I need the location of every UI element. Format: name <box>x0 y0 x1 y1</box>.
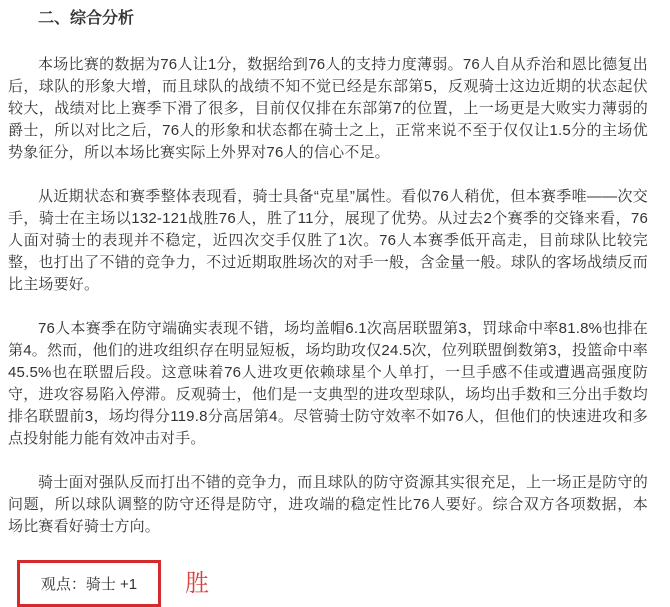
section-title: 二、综合分析 <box>38 10 135 27</box>
verdict-label: 观点：骑士 +1 <box>40 576 138 593</box>
verdict-box <box>17 560 161 607</box>
paragraph-stats-comparison: 76人本赛季在防守端确实表现不错，场均盖帽6.1次高居联盟第3，罚球命中率81.8%也排在第4。然而，他们的进攻组织存在明显短板，场均助攻仅24.5次，位列联盟倒数第3，投篮命中率45.5%也在联盟后段。这意味着76人进攻更依赖球星个人单打，一旦手感不佳或遭遇高强度防守，进攻容易陷入停滞。反观骑士，他们是一支典型的进攻型球队，场均出手数和三分出手数均排名联盟前3，场均得分119.8分高居第4。尽管骑士防守效率不如76人，但他们的快速进攻和多点投射能力能有效冲击对手。 <box>8 320 648 447</box>
paragraph-odds-analysis: 本场比赛的数据为76人让1分，数据给到76人的支持力度薄弱。76人自从乔治和恩比德复出后，球队的形象大增，而且球队的战绩不知不觉已经是东部第5，反观骑士这边近期的状态起伏较大，战绩对比上赛季下滑了很多，目前仅仅排在东部第7的位置，上一场更是大败实力薄弱的爵士，所以对比之后，76人的形象和状态都在骑士之上，正常来说不至于仅仅让1.5分的主场优势象征分，所以本场比赛实际上外界对76人的信心不足。 <box>8 56 648 161</box>
paragraph-conclusion: 骑士面对强队反而打出不错的竞争力，而且球队的防守资源其实很充足，上一场正是防守的问题，所以球队调整的防守还得是防守，进攻端的稳定性比76人要好。综合双方各项数据，本场比赛看好骑士方向。 <box>8 474 648 535</box>
verdict-result-badge: 胜 <box>185 569 209 597</box>
paragraph-head-to-head: 从近期状态和赛季整体表现看，骑士具备“克星”属性。看似76人稍优，但本赛季唯——次交手，骑士在主场以132-121战胜76人，胜了11分，展现了优势。从过去2个赛季的交锋来看，76人面对骑士的表现并不稳定，近四次交手仅胜了1次。76人本赛季低开高走，目前球队比较完整，也打出了不错的竞争力，不过近期取胜场次的对手一般，含金量一般。球队的客场战绩反而比主场要好。 <box>8 188 648 293</box>
verdict-row <box>17 560 648 607</box>
